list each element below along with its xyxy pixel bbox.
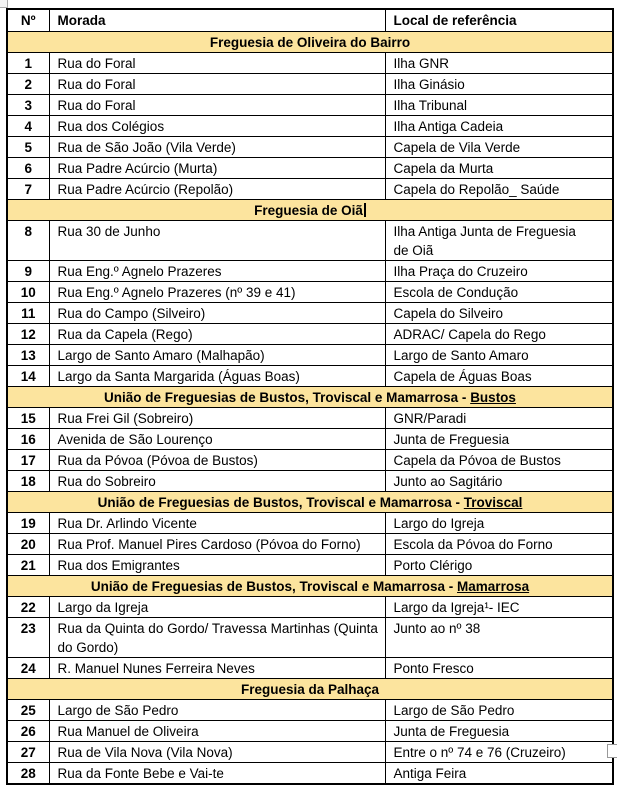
morada-cell[interactable]: Rua de São João (Vila Verde) — [49, 137, 385, 158]
local-referencia-cell[interactable]: Largo do Igreja — [385, 513, 613, 534]
table-row — [7, 345, 613, 366]
column-header-numero[interactable]: Nº — [7, 9, 49, 32]
table-row — [7, 763, 613, 785]
table-row — [7, 742, 613, 763]
row-number-cell[interactable]: 19 — [7, 513, 49, 534]
local-referencia-cell[interactable]: Capela da Póvoa de Bustos — [385, 450, 613, 471]
local-referencia-cell[interactable]: Capela de Águas Boas — [385, 366, 613, 387]
table-row — [7, 429, 613, 450]
morada-cell[interactable]: Rua Dr. Arlindo Vicente — [49, 513, 385, 534]
table-row — [7, 324, 613, 345]
section-header-row — [7, 679, 613, 700]
local-referencia-cell[interactable]: Junta de Freguesia — [385, 429, 613, 450]
table-row — [7, 53, 613, 74]
morada-cell[interactable]: Rua Prof. Manuel Pires Cardoso (Póvoa do Forno) — [49, 534, 385, 555]
row-number-cell[interactable]: 28 — [7, 763, 49, 785]
section-header-row — [7, 200, 613, 221]
row-number-cell[interactable]: 7 — [7, 179, 49, 200]
local-referencia-cell[interactable]: Ilha Tribunal — [385, 95, 613, 116]
row-number-cell[interactable]: 16 — [7, 429, 49, 450]
section-title-cell[interactable] — [7, 679, 613, 700]
row-number-cell[interactable]: 27 — [7, 742, 49, 763]
row-number-cell[interactable]: 10 — [7, 282, 49, 303]
section-title-cell[interactable] — [7, 492, 613, 513]
table-row — [7, 471, 613, 492]
table-row — [7, 282, 613, 303]
local-referencia-cell[interactable]: Porto Clérigo — [385, 555, 613, 576]
morada-cell[interactable]: Rua Eng.º Agnelo Prazeres — [49, 261, 385, 282]
local-referencia-cell[interactable]: Capela de Vila Verde — [385, 137, 613, 158]
streets-reference-table — [6, 8, 614, 785]
table-row — [7, 95, 613, 116]
local-referencia-cell[interactable]: Escola da Póvoa do Forno — [385, 534, 613, 555]
table-move-handle-icon[interactable] — [0, 0, 8, 8]
local-referencia-cell[interactable]: Junto ao nº 38 — [385, 618, 613, 658]
morada-cell[interactable]: Rua do Campo (Silveiro) — [49, 303, 385, 324]
local-referencia-cell[interactable]: Largo de São Pedro — [385, 700, 613, 721]
morada-cell[interactable]: Rua da Quinta do Gordo/ Travessa Martinhas (Quinta do Gordo) — [49, 618, 385, 658]
morada-cell[interactable]: Rua Frei Gil (Sobreiro) — [49, 408, 385, 429]
local-referencia-cell[interactable]: Ilha Antiga Junta de Freguesia de Oiã — [385, 221, 613, 261]
morada-cell[interactable]: Rua dos Colégios — [49, 116, 385, 137]
row-number-cell[interactable]: 4 — [7, 116, 49, 137]
row-number-cell[interactable]: 12 — [7, 324, 49, 345]
table-row — [7, 137, 613, 158]
row-number-cell[interactable]: 21 — [7, 555, 49, 576]
morada-cell[interactable]: Rua 30 de Junho — [49, 221, 385, 261]
morada-cell[interactable]: Rua dos Emigrantes — [49, 555, 385, 576]
section-title-text: Freguesia da Palhaça — [240, 682, 380, 697]
morada-cell[interactable]: Largo da Igreja — [49, 597, 385, 618]
morada-cell[interactable]: Rua da Póvoa (Póvoa de Bustos) — [49, 450, 385, 471]
section-title-text: União de Freguesias de Bustos, Troviscal e Mamarrosa - — [90, 579, 458, 594]
section-title-cell[interactable] — [7, 200, 613, 221]
morada-cell[interactable]: Rua Padre Acúrcio (Murta) — [49, 158, 385, 179]
section-header-row — [7, 576, 613, 597]
table-row — [7, 450, 613, 471]
table-row — [7, 700, 613, 721]
local-referencia-cell[interactable]: GNR/Paradi — [385, 408, 613, 429]
section-title-cell[interactable] — [7, 576, 613, 597]
section-title-text: Freguesia de Oiã — [254, 203, 363, 218]
local-referencia-cell[interactable]: Ponto Fresco — [385, 658, 613, 679]
row-number-cell[interactable]: 23 — [7, 618, 49, 658]
local-referencia-cell[interactable]: Largo de Santo Amaro — [385, 345, 613, 366]
table-header-row — [7, 9, 613, 32]
table-row — [7, 513, 613, 534]
local-referencia-cell[interactable]: Ilha Ginásio — [385, 74, 613, 95]
morada-cell[interactable]: Rua do Foral — [49, 53, 385, 74]
local-referencia-cell[interactable]: ADRAC/ Capela do Rego — [385, 324, 613, 345]
morada-cell[interactable]: Largo de São Pedro — [49, 700, 385, 721]
row-number-cell[interactable]: 15 — [7, 408, 49, 429]
row-number-cell[interactable]: 11 — [7, 303, 49, 324]
table-row — [7, 408, 613, 429]
table-row — [7, 179, 613, 200]
table-row — [7, 534, 613, 555]
table-row — [7, 158, 613, 179]
table-row — [7, 303, 613, 324]
table-row — [7, 658, 613, 679]
row-number-cell[interactable]: 14 — [7, 366, 49, 387]
morada-cell[interactable]: Rua de Vila Nova (Vila Nova) — [49, 742, 385, 763]
row-number-cell[interactable]: 13 — [7, 345, 49, 366]
morada-cell[interactable]: Avenida de São Lourenço — [49, 429, 385, 450]
morada-cell[interactable]: Rua Padre Acúrcio (Repolão) — [49, 179, 385, 200]
column-header-morada[interactable]: Morada — [49, 9, 385, 32]
row-number-cell[interactable]: 5 — [7, 137, 49, 158]
table-row — [7, 221, 613, 261]
table-resize-handle-icon[interactable] — [607, 744, 617, 758]
morada-cell[interactable]: Largo de Santo Amaro (Malhapão) — [49, 345, 385, 366]
table-row — [7, 74, 613, 95]
section-title-text: União de Freguesias de Bustos, Troviscal e Mamarrosa - — [97, 495, 464, 510]
section-title-cell[interactable] — [7, 32, 613, 53]
table-row — [7, 555, 613, 576]
row-number-cell[interactable]: 22 — [7, 597, 49, 618]
row-number-cell[interactable]: 2 — [7, 74, 49, 95]
local-referencia-cell[interactable]: Escola de Condução — [385, 282, 613, 303]
table-row — [7, 597, 613, 618]
row-number-cell[interactable]: 24 — [7, 658, 49, 679]
row-number-cell[interactable]: 17 — [7, 450, 49, 471]
table-row — [7, 721, 613, 742]
row-number-cell[interactable]: 25 — [7, 700, 49, 721]
section-title-text: União de Freguesias de Bustos, Troviscal e Mamarrosa - — [104, 390, 471, 405]
column-header-local-referencia[interactable]: Local de referência — [385, 9, 613, 32]
row-number-cell[interactable]: 3 — [7, 95, 49, 116]
section-header-row — [7, 32, 613, 53]
local-referencia-cell[interactable]: Capela da Murta — [385, 158, 613, 179]
local-referencia-cell[interactable]: Ilha GNR — [385, 53, 613, 74]
local-referencia-cell[interactable]: Largo da Igreja¹- IEC — [385, 597, 613, 618]
row-number-cell[interactable]: 6 — [7, 158, 49, 179]
local-referencia-cell[interactable]: Capela do Silveiro — [385, 303, 613, 324]
table-row — [7, 366, 613, 387]
morada-cell[interactable]: Rua Manuel de Oliveira — [49, 721, 385, 742]
table-row — [7, 261, 613, 282]
morada-cell[interactable]: Rua do Sobreiro — [49, 471, 385, 492]
row-number-cell[interactable]: 8 — [7, 221, 49, 261]
row-number-cell[interactable]: 20 — [7, 534, 49, 555]
section-title-underlined-text: Troviscal — [463, 495, 523, 510]
morada-cell[interactable]: Rua do Foral — [49, 74, 385, 95]
section-header-row — [7, 387, 613, 408]
table-body — [7, 32, 613, 785]
local-referencia-cell[interactable]: Junto ao Sagitário — [385, 471, 613, 492]
local-referencia-cell[interactable]: Ilha Antiga Cadeia — [385, 116, 613, 137]
table-row — [7, 618, 613, 658]
row-number-cell[interactable]: 26 — [7, 721, 49, 742]
section-title-underlined-text: Bustos — [470, 390, 516, 405]
table-row — [7, 116, 613, 137]
local-referencia-cell[interactable]: Junta de Freguesia — [385, 721, 613, 742]
section-header-row — [7, 492, 613, 513]
section-title-text: Freguesia de Oliveira do Bairro — [209, 35, 411, 50]
morada-cell[interactable]: Largo da Santa Margarida (Águas Boas) — [49, 366, 385, 387]
section-title-underlined-text: Mamarrosa — [457, 579, 530, 594]
local-referencia-cell[interactable]: Entre o nº 74 e 76 (Cruzeiro) — [385, 742, 613, 763]
row-number-cell[interactable]: 9 — [7, 261, 49, 282]
row-number-cell[interactable]: 1 — [7, 53, 49, 74]
morada-cell[interactable]: Rua da Fonte Bebe e Vai-te — [49, 763, 385, 785]
morada-cell[interactable]: Rua Eng.º Agnelo Prazeres (nº 39 e 41) — [49, 282, 385, 303]
morada-cell[interactable]: Rua da Capela (Rego) — [49, 324, 385, 345]
local-referencia-cell[interactable]: Capela do Repolão_ Saúde — [385, 179, 613, 200]
morada-cell[interactable]: Rua do Foral — [49, 95, 385, 116]
text-cursor — [364, 203, 366, 217]
local-referencia-cell[interactable]: Ilha Praça do Cruzeiro — [385, 261, 613, 282]
morada-cell[interactable]: R. Manuel Nunes Ferreira Neves — [49, 658, 385, 679]
local-referencia-cell[interactable]: Antiga Feira — [385, 763, 613, 785]
section-title-cell[interactable] — [7, 387, 613, 408]
row-number-cell[interactable]: 18 — [7, 471, 49, 492]
